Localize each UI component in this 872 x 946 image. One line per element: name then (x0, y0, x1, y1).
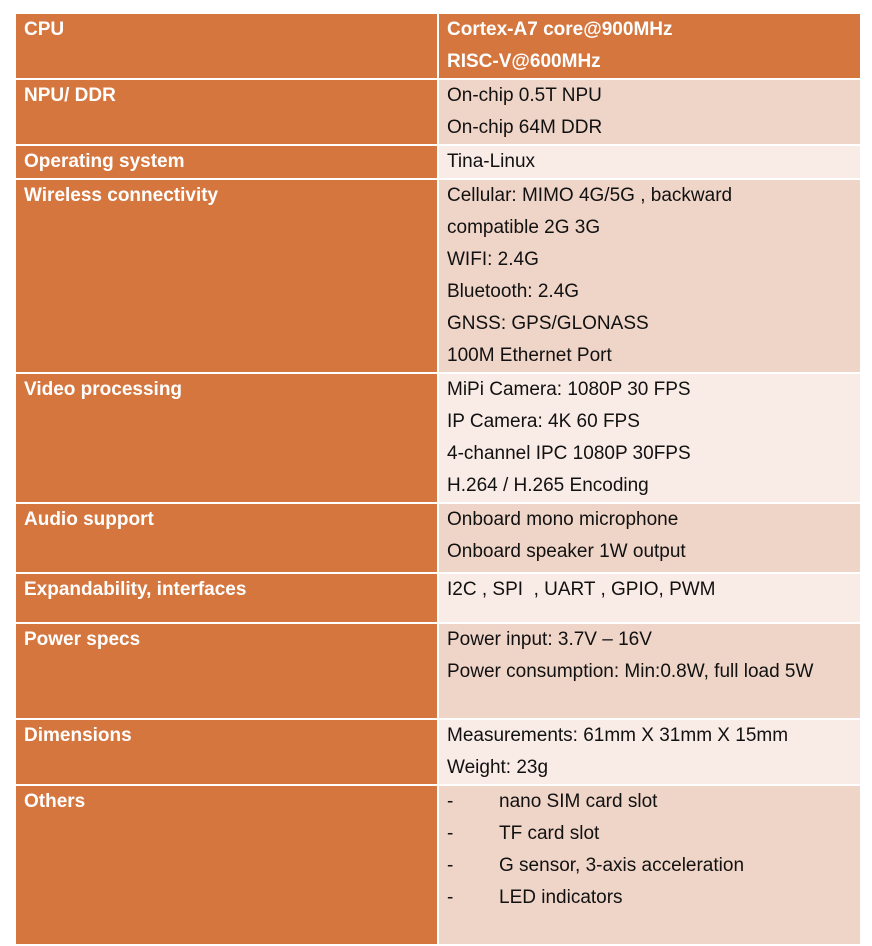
value-line: On-chip 0.5T NPU (447, 85, 602, 106)
value-line: Onboard mono microphone (447, 509, 679, 530)
row-label: Expandability, interfaces (15, 573, 438, 623)
row-value (438, 719, 861, 785)
value-line: Onboard speaker 1W output (447, 541, 686, 562)
bullet-dash: - (447, 855, 454, 876)
table-row-others (15, 785, 861, 945)
row-value (438, 623, 861, 719)
row-label: Video processing (15, 373, 438, 503)
table-row-operating-system (15, 145, 861, 179)
value-line: MiPi Camera: 1080P 30 FPS (447, 379, 691, 400)
row-label: Operating system (15, 145, 438, 179)
table-row-wireless (15, 179, 861, 373)
row-label: Wireless connectivity (15, 179, 438, 373)
list-item-text: G sensor, 3-axis acceleration (499, 855, 745, 876)
value-line: IP Camera: 4K 60 FPS (447, 411, 640, 432)
row-label: Dimensions (15, 719, 438, 785)
value-line: 4-channel IPC 1080P 30FPS (447, 443, 691, 464)
value-line: H.264 / H.265 Encoding (447, 475, 649, 496)
row-label: NPU/ DDR (15, 79, 438, 145)
row-value (438, 179, 861, 373)
value-line: GNSS: GPS/GLONASS (447, 313, 649, 334)
row-value (438, 13, 861, 79)
value-line: Cellular: MIMO 4G/5G , backward compatible 2G 3G (447, 185, 733, 238)
row-value (438, 503, 861, 573)
value-line: I2C , SPI , UART , GPIO, PWM (447, 579, 716, 600)
value-line: 100M Ethernet Port (447, 345, 612, 366)
bullet-dash: - (447, 823, 454, 844)
value-line: Power consumption: Min:0.8W, full load 5W (447, 661, 814, 682)
row-label: CPU (15, 13, 438, 79)
value-line: RISC-V@600MHz (447, 51, 601, 72)
row-value (438, 79, 861, 145)
list-item (447, 818, 860, 850)
list-item (447, 850, 860, 882)
row-value (438, 573, 861, 623)
table-row-power (15, 623, 861, 719)
row-label: Audio support (15, 503, 438, 573)
list-item-text: TF card slot (499, 823, 600, 844)
table-row-video (15, 373, 861, 503)
row-value (438, 373, 861, 503)
value-line: WIFI: 2.4G (447, 249, 539, 270)
bullet-dash: - (447, 887, 454, 908)
table-row-expandability (15, 573, 861, 623)
table-row-audio (15, 503, 861, 573)
value-line: Measurements: 61mm X 31mm X 15mm (447, 725, 789, 746)
table-row-dimensions (15, 719, 861, 785)
list-item (447, 786, 860, 818)
row-value (438, 145, 861, 179)
list-item-text: LED indicators (499, 887, 623, 908)
value-line: On-chip 64M DDR (447, 117, 603, 138)
table-row-npu-ddr (15, 79, 861, 145)
value-line: Cortex-A7 core@900MHz (447, 19, 673, 40)
value-line: Tina-Linux (447, 151, 536, 172)
table-row-cpu (15, 13, 861, 79)
row-value (438, 785, 861, 945)
spec-table (14, 12, 862, 946)
list-item (447, 882, 860, 914)
row-label: Power specs (15, 623, 438, 719)
row-label: Others (15, 785, 438, 945)
value-line: Bluetooth: 2.4G (447, 281, 580, 302)
bullet-dash: - (447, 791, 454, 812)
value-line: Power input: 3.7V – 16V (447, 629, 652, 650)
list-item-text: nano SIM card slot (499, 791, 658, 812)
value-line: Weight: 23g (447, 757, 549, 778)
